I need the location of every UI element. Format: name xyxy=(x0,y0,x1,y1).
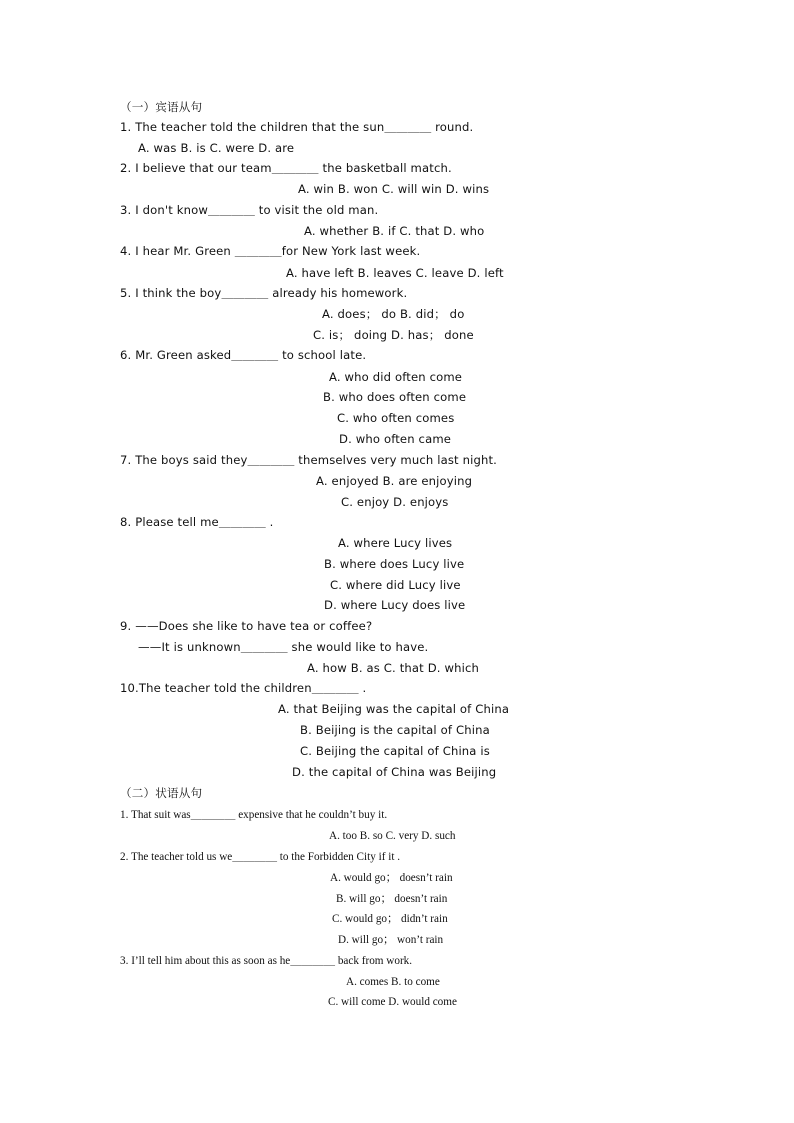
question-options: D. will go； won’t rain xyxy=(338,934,444,946)
question-options: C. enjoy D. enjoys xyxy=(341,495,449,509)
question-stem: 7. The boys said they＿＿＿＿ themselves very much last night. xyxy=(120,453,497,467)
question-options: C. is； doing D. has； done xyxy=(313,328,474,342)
question-options: C. who often comes xyxy=(337,411,455,425)
question-stem: 6. Mr. Green asked＿＿＿＿ to school late. xyxy=(120,348,367,362)
question-options: A. that Beijing was the capital of China xyxy=(278,702,510,716)
question-options: B. will go； doesn’t rain xyxy=(336,893,448,905)
section-heading: （一）宾语从句 xyxy=(120,100,203,114)
question-stem: 9. ——Does she like to have tea or coffee? xyxy=(120,619,373,633)
section-heading: （二）状语从句 xyxy=(120,786,203,800)
question-stem: 3. I’ll tell him about this as soon as he＿＿＿＿ back from work. xyxy=(120,955,413,967)
question-options: A. have left B. leaves C. leave D. left xyxy=(286,266,504,280)
question-options: D. the capital of China was Beijing xyxy=(292,765,497,779)
question-options: A. where Lucy lives xyxy=(338,536,453,550)
question-options: A. was B. is C. were D. are xyxy=(138,141,295,155)
question-options: A. who did often come xyxy=(329,370,463,384)
question-options: A. does； do B. did； do xyxy=(322,307,465,321)
question-stem: 1. That suit was＿＿＿＿ expensive that he couldn’t buy it. xyxy=(120,809,388,821)
question-options: A. would go； doesn’t rain xyxy=(330,872,453,884)
question-stem-reply: ——It is unknown＿＿＿＿ she would like to have. xyxy=(138,640,429,654)
question-stem: 2. The teacher told us we＿＿＿＿ to the Forbidden City if it . xyxy=(120,851,401,863)
question-stem: 4. I hear Mr. Green ＿＿＿＿for New York last week. xyxy=(120,244,421,258)
question-stem: 10.The teacher told the children＿＿＿＿ . xyxy=(120,681,367,695)
question-options: A. enjoyed B. are enjoying xyxy=(316,474,473,488)
question-options: A. win B. won C. will win D. wins xyxy=(298,182,490,196)
question-stem: 1. The teacher told the children that the sun＿＿＿＿ round. xyxy=(120,120,474,134)
question-options: A. comes B. to come xyxy=(346,976,440,988)
question-options: C. where did Lucy live xyxy=(330,578,461,592)
question-options: A. whether B. if C. that D. who xyxy=(304,224,485,238)
question-options: C. would go； didn’t rain xyxy=(332,913,448,925)
question-options: B. where does Lucy live xyxy=(324,557,465,571)
question-stem: 2. I believe that our team＿＿＿＿ the basketball match. xyxy=(120,161,452,175)
question-options: A. how B. as C. that D. which xyxy=(307,661,479,675)
question-options: A. too B. so C. very D. such xyxy=(329,830,456,842)
question-stem: 3. I don't know＿＿＿＿ to visit the old man. xyxy=(120,203,379,217)
question-options: C. will come D. would come xyxy=(328,996,457,1008)
question-options: B. who does often come xyxy=(323,390,467,404)
question-options: D. who often came xyxy=(339,432,452,446)
question-options: B. Beijing is the capital of China xyxy=(300,723,490,737)
question-options: C. Beijing the capital of China is xyxy=(300,744,490,758)
question-stem: 5. I think the boy＿＿＿＿ already his homework. xyxy=(120,286,408,300)
question-options: D. where Lucy does live xyxy=(324,598,466,612)
question-stem: 8. Please tell me＿＿＿＿ . xyxy=(120,515,274,529)
